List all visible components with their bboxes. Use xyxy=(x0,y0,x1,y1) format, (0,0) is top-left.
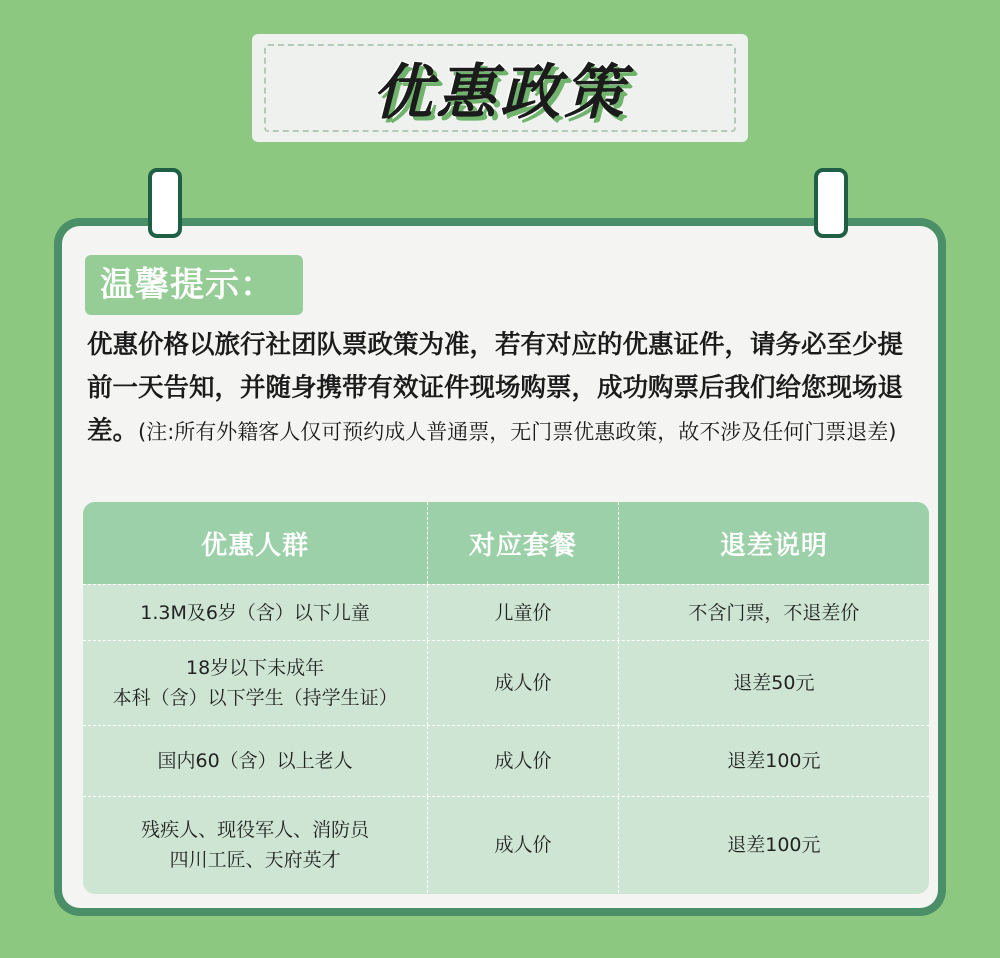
binder-clip-right xyxy=(814,168,848,238)
tip-text xyxy=(87,324,927,454)
header-refund: 退差说明 xyxy=(618,502,929,584)
cell-group xyxy=(83,797,427,893)
notice-board xyxy=(62,226,938,908)
title-frame xyxy=(264,44,736,132)
cell-package: 成人价 xyxy=(427,641,618,725)
tip-note: (注:所有外籍客人仅可预约成人普通票，无门票优惠政策，故不涉及任何门票退差) xyxy=(138,420,897,444)
header-package: 对应套餐 xyxy=(427,502,618,584)
table-header xyxy=(83,502,929,584)
page-title: 优惠政策 xyxy=(372,58,628,128)
table-row xyxy=(83,725,929,796)
group-line: 本科（含）以下学生（持学生证） xyxy=(112,687,398,709)
cell-package: 儿童价 xyxy=(427,585,618,640)
binder-clip-left xyxy=(148,168,182,238)
header-discount-group: 优惠人群 xyxy=(201,530,310,561)
discount-table xyxy=(83,502,929,894)
title-card xyxy=(252,34,748,142)
group-line: 残疾人、现役军人、消防员 xyxy=(141,819,370,841)
cell-group xyxy=(83,585,427,640)
group-line: 四川工匠、天府英才 xyxy=(169,849,341,871)
table-row xyxy=(83,796,929,893)
cell-package: 成人价 xyxy=(427,797,618,893)
group-line: 1.3M及6岁（含）以下儿童 xyxy=(140,601,370,624)
notice-panel xyxy=(54,218,946,916)
table-row xyxy=(83,584,929,640)
table-row xyxy=(83,640,929,725)
cell-refund: 不含门票，不退差价 xyxy=(618,585,929,640)
cell-refund: 退差50元 xyxy=(618,641,929,725)
cell-group xyxy=(83,641,427,725)
cell-package: 成人价 xyxy=(427,726,618,796)
group-line: 国内60（含）以上老人 xyxy=(157,750,353,772)
tip-main: 优惠价格以旅行社团队票政策为准，若有对应的优惠证件，请务必至少提前一天告知，并随身携带有效证件现场购票，成功购票后我们给您现场退差。 xyxy=(87,330,904,446)
cell-refund: 退差100元 xyxy=(618,726,929,796)
cell-refund: 退差100元 xyxy=(618,797,929,893)
group-line: 18岁以下未成年 xyxy=(186,657,325,679)
cell-group xyxy=(83,726,427,796)
tip-label: 温馨提示： xyxy=(85,255,303,315)
